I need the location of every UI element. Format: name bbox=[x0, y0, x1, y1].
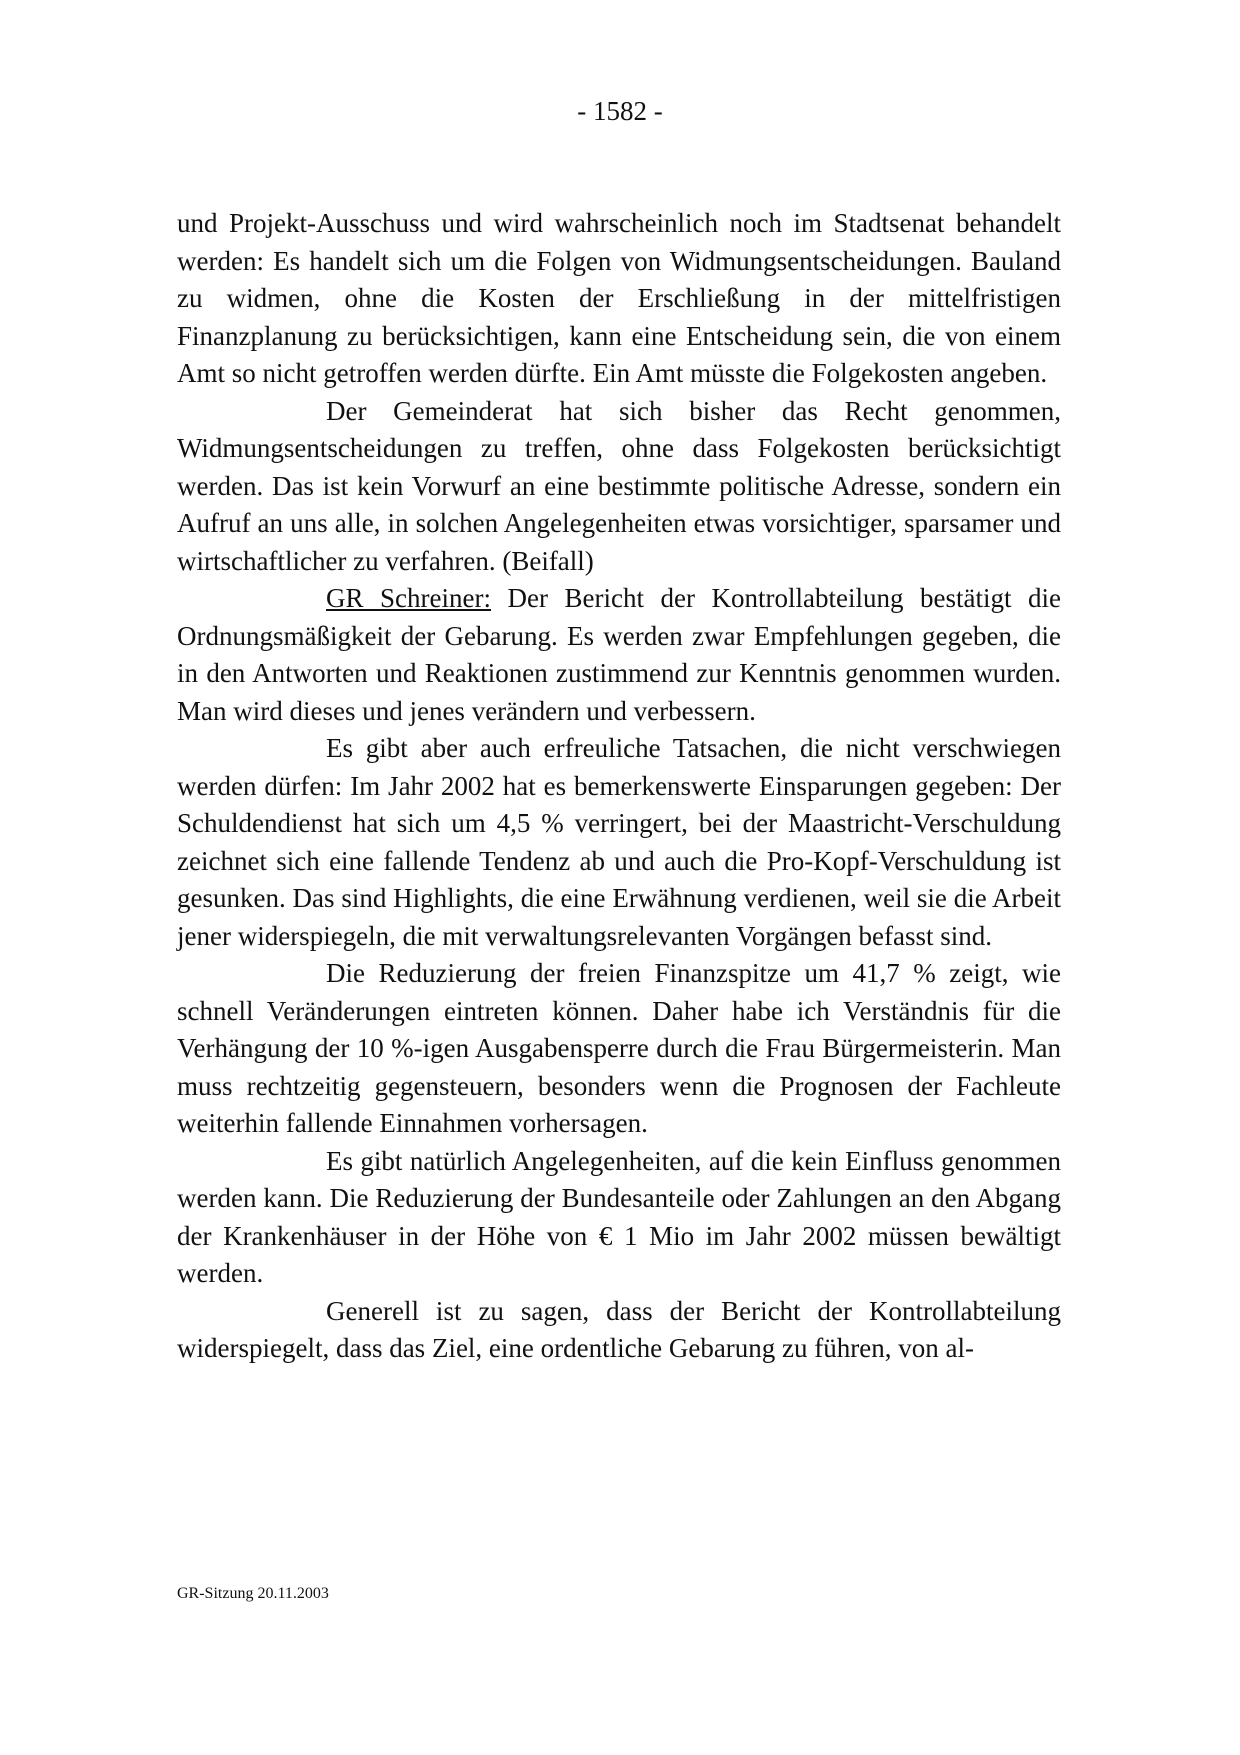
footer: GR-Sitzung 20.11.2003 bbox=[177, 1585, 329, 1602]
paragraph bbox=[177, 1143, 1061, 1293]
paragraph-text: Generell ist zu sagen, dass der Bericht der Kontrollabteilung widerspiegelt, dass das Ziel, eine ordentliche Gebarung zu führen, von al- bbox=[177, 1295, 1061, 1363]
paragraph-text: Es gibt natürlich Angelegenheiten, auf die kein Einfluss genommen werden kann. Die Reduzierung der Bundesanteile oder Zahlungen an den Abgang der Krankenhäuser in der Höhe von € 1 Mio im Jahr 2002 müssen bewältigt werden. bbox=[177, 1145, 1061, 1288]
paragraph-text: Der Bericht der Kontrollabteilung bestätigt die Ordnungsmäßigkeit der Gebarung. Es werden zwar Empfehlungen gegeben, die in den Antworten und Reaktionen zustimmend zur Kenntnis genommen wurden. Man wird dieses und jenes verändern und verbessern. bbox=[177, 583, 1061, 726]
paragraph bbox=[177, 1293, 1061, 1368]
paragraph-text: Der Gemeinderat hat sich bisher das Recht genommen, Widmungsentscheidungen zu treffen, ohne dass Folgekosten berücksichtigt werden. Das ist kein Vorwurf an eine bestimmte politische Adresse, sondern ein Aufruf an uns alle, in solchen Angelegenheiten etwas vorsichtiger, sparsamer und wirtschaftlicher zu verfahren. (Beifall) bbox=[177, 395, 1061, 576]
paragraph bbox=[177, 730, 1061, 955]
paragraph bbox=[177, 955, 1061, 1143]
paragraph-text: und Projekt-Ausschuss und wird wahrscheinlich noch im Stadtsenat behandelt werden: Es handelt sich um die Folgen von Widmungsentscheidungen. Bauland zu widmen, ohne die Kosten der Erschließung in der mittelfristigen Finanzplanung zu berücksichtigen, kann eine Entscheidung sein, die von einem Amt so nicht getroffen werden dürfte. Ein Amt müsste die Folgekosten angeben. bbox=[177, 208, 1061, 388]
page-number: - 1582 - bbox=[577, 96, 663, 126]
paragraph bbox=[177, 393, 1061, 581]
paragraph bbox=[177, 580, 1061, 730]
speaker-name: GR Schreiner: bbox=[326, 583, 491, 613]
body-text bbox=[177, 205, 1061, 1368]
paragraph bbox=[177, 205, 1061, 393]
paragraph-text: Die Reduzierung der freien Finanzspitze um 41,7 % zeigt, wie schnell Veränderungen eintreten können. Daher habe ich Verständnis für die Verhängung der 10 %-igen Ausgabensperre durch die Frau Bürgermeisterin. Man muss rechtzeitig gegensteuern, besonders wenn die Prognosen der Fachleute weiterhin fallende Einnahmen vorhersagen. bbox=[177, 958, 1061, 1138]
paragraph-text: Es gibt aber auch erfreuliche Tatsachen, die nicht verschwiegen werden dürfen: Im Jahr 2002 hat es bemerkenswerte Einsparungen gegeben: Der Schuldendienst hat sich um 4,5 % verringert, bei der Maastricht-Verschuldung zeichnet sich eine fallende Tendenz ab und auch die Pro-Kopf-Verschuldung ist gesunken. Das sind Highlights, die eine Erwähnung verdienen, weil sie die Arbeit jener widerspiegeln, die mit verwaltungsrelevanten Vorgängen befasst sind. bbox=[177, 733, 1061, 951]
